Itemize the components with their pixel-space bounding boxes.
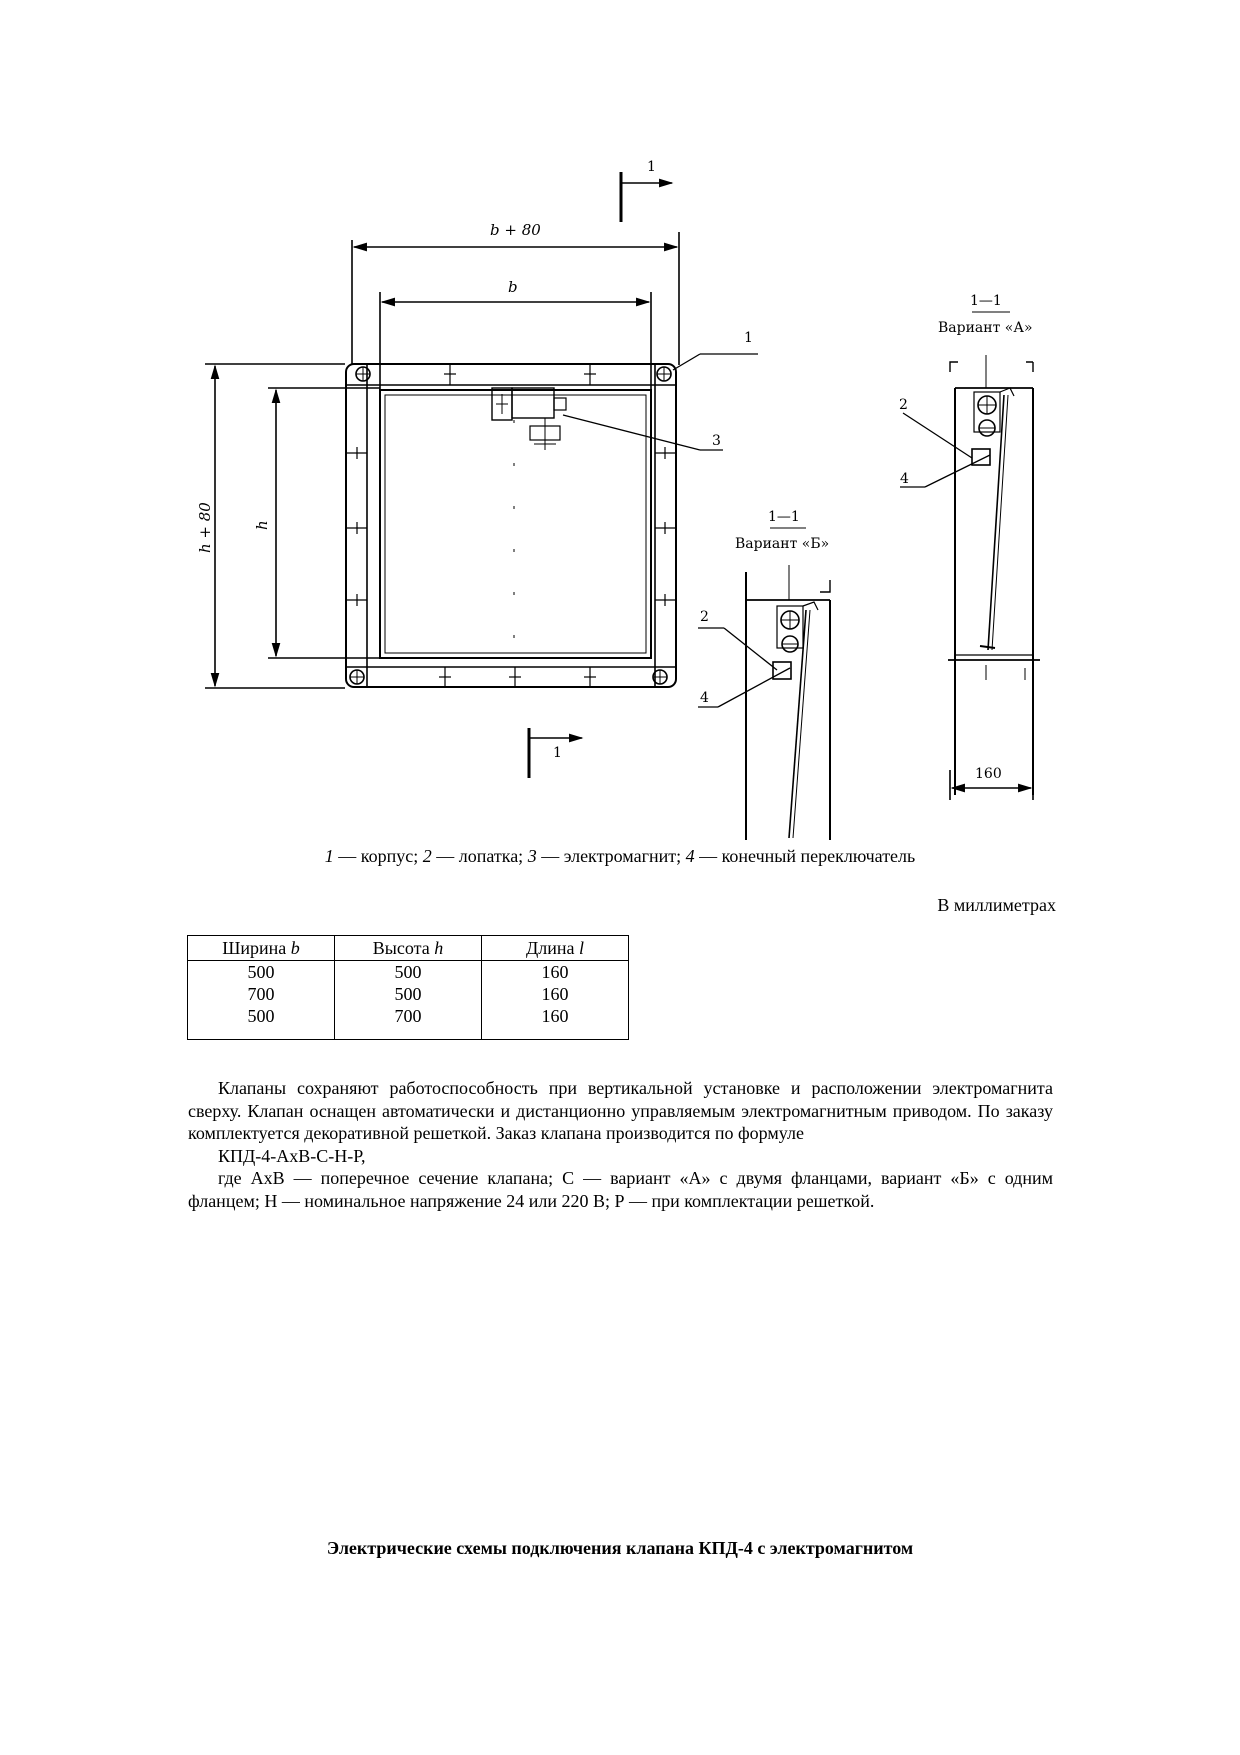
dim-width-outer: b + 80	[490, 221, 541, 239]
table-cell: 500	[188, 1005, 335, 1040]
view-b-callout-2: 2	[700, 609, 709, 625]
view-a-section-label: 1—1	[970, 293, 1002, 309]
section-mark-bottom: 1	[553, 745, 562, 761]
caption-num-2: 2	[422, 846, 432, 866]
header-width-text: Ширина	[222, 938, 291, 958]
dim-height-inner: h	[253, 520, 271, 530]
body-paragraph-2: где АхВ — поперечное сечение клапана; С — вариант «А» с двумя фланцами, вариант «Б» с одним фланцем; Н — номинальное напряжение 24 или 220 В; Р — при комплектации решеткой.	[188, 1168, 1053, 1211]
caption-num-4: 4	[685, 846, 695, 866]
view-a-callout-4: 4	[900, 471, 909, 487]
table-cell: 160	[482, 961, 629, 984]
section-mark-top: 1	[647, 159, 656, 175]
view-b-callout-4: 4	[700, 690, 709, 706]
view-a-callout-2: 2	[899, 397, 908, 413]
view-b-section-label: 1—1	[768, 509, 800, 525]
caption-num-1: 1	[324, 846, 334, 866]
table-header-row	[188, 936, 629, 961]
view-b-title: Вариант «Б»	[735, 536, 830, 552]
header-length-text: Длина	[525, 938, 579, 958]
table-cell: 160	[482, 983, 629, 1005]
header-length-var: l	[579, 938, 585, 958]
callout-1-label: 1	[744, 330, 753, 346]
table-cell: 500	[335, 983, 482, 1005]
body-text	[188, 1077, 1053, 1212]
dim-height-outer: h + 80	[196, 502, 214, 553]
table-cell: 700	[335, 1005, 482, 1040]
valve-technical-drawing	[0, 0, 1240, 840]
caption-item-2: — лопатка;	[431, 846, 528, 866]
header-length	[482, 936, 629, 961]
units-note: В миллиметрах	[937, 895, 1056, 915]
header-height-var: h	[434, 938, 444, 958]
dim-width-inner: b	[508, 278, 518, 296]
header-height-text: Высота	[372, 938, 435, 958]
table-row	[188, 983, 629, 1005]
caption-item-4: — конечный переключатель	[694, 846, 916, 866]
caption-item-1: — корпус;	[333, 846, 423, 866]
section-heading: Электрические схемы подключения клапана КПД-4 с электромагнитом	[326, 1538, 914, 1558]
table-row	[188, 1005, 629, 1040]
order-formula: КПД-4-АхВ-С-Н-Р,	[218, 1145, 366, 1166]
header-height	[335, 936, 482, 961]
table-cell: 700	[188, 983, 335, 1005]
dimensions-table	[187, 935, 629, 1040]
table-cell: 500	[188, 961, 335, 984]
caption-num-3: 3	[527, 846, 537, 866]
body-paragraph-1: Клапаны сохраняют работоспособность при вертикальной установке и расположении электромагнита сверху. Клапан оснащен автоматически и дистанционно управляемым электромагнитным приводом. По заказу комплектуется декоративной решеткой. Заказ клапана производится по формуле	[188, 1078, 1053, 1143]
table-cell: 160	[482, 1005, 629, 1040]
table-cell: 500	[335, 961, 482, 984]
caption-item-3: — электромагнит;	[536, 846, 686, 866]
figure-caption	[0, 846, 1240, 867]
table-row	[188, 961, 629, 984]
view-a-title: Вариант «А»	[938, 320, 1033, 336]
header-width-var: b	[290, 938, 300, 958]
dim-length-label: 160	[975, 766, 1002, 782]
header-width	[188, 936, 335, 961]
callout-3-label: 3	[712, 433, 721, 449]
